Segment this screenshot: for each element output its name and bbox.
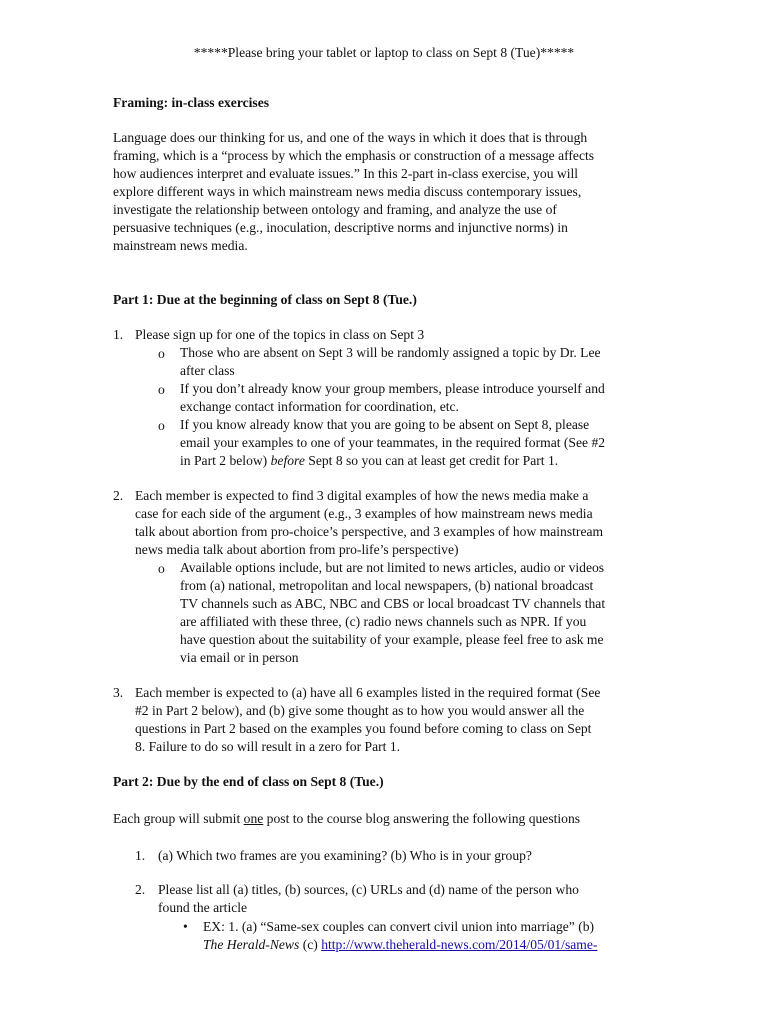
question-text bbox=[158, 881, 658, 917]
intro-line: explore different ways in which mainstream news media discuss contemporary issues, bbox=[113, 184, 582, 199]
list-item-line: 8. Failure to do so will result in a zero for Part 1. bbox=[135, 739, 401, 754]
sub-item-line: Those who are absent on Sept 3 will be randomly assigned a topic by Dr. Lee bbox=[180, 345, 601, 360]
framing-heading: Framing: in-class exercises bbox=[113, 95, 270, 110]
intro-line: framing, which is a “process by which the emphasis or construction of a message affects bbox=[113, 148, 595, 163]
list-item-line: questions in Part 2 based on the examples you found before coming to class on Sept bbox=[135, 721, 592, 736]
sub-item bbox=[180, 559, 660, 667]
list-item-line: Each member is expected to find 3 digital examples of how the news media make a bbox=[135, 488, 589, 503]
question-line: Please list all (a) titles, (b) sources, (c) URLs and (d) name of the person who bbox=[158, 882, 579, 897]
list-number: 2. bbox=[113, 488, 124, 503]
example-line: The Herald-News (c) http://www.theherald-news.com/2014/05/01/same- bbox=[203, 937, 598, 952]
sub-bullet: o bbox=[158, 382, 165, 397]
list-item-text bbox=[135, 487, 655, 559]
list-item-line: news media talk about abortion from pro-life’s perspective) bbox=[135, 542, 459, 557]
example-source: The Herald-News bbox=[203, 937, 300, 952]
sub-bullet: o bbox=[158, 346, 165, 361]
sub-bullet: o bbox=[158, 418, 165, 433]
sub-item-line: Available options include, but are not limited to news articles, audio or videos bbox=[180, 560, 605, 575]
part1-heading: Part 1: Due at the beginning of class on Sept 8 (Tue.) bbox=[113, 292, 417, 307]
sub-item-line: via email or in person bbox=[180, 650, 299, 665]
list-item-line: case for each side of the argument (e.g., 3 examples of how mainstream news media bbox=[135, 506, 593, 521]
sub-item-line: in Part 2 below) before Sept 8 so you can at least get credit for Part 1. bbox=[180, 453, 559, 468]
sub-item-line: email your examples to one of your teammates, in the required format (See #2 bbox=[180, 435, 606, 450]
sub-item-line: are affiliated with these three, (c) radio news channels such as NPR. If you bbox=[180, 614, 587, 629]
sub-item-line: after class bbox=[180, 363, 235, 378]
part2-intro: Each group will submit one post to the course blog answering the following questions bbox=[113, 811, 581, 826]
part2-heading: Part 2: Due by the end of class on Sept 8 (Tue.) bbox=[113, 774, 384, 789]
sub-item bbox=[180, 380, 660, 416]
sub-item-line: If you don’t already know your group members, please introduce yourself and bbox=[180, 381, 605, 396]
banner-notice: *****Please bring your tablet or laptop to class on Sept 8 (Tue)***** bbox=[193, 45, 575, 60]
sub-item-line: have question about the suitability of your example, please feel free to ask me bbox=[180, 632, 604, 647]
sub-item-line: exchange contact information for coordination, etc. bbox=[180, 399, 459, 414]
sub-item bbox=[180, 416, 660, 470]
list-number: 1. bbox=[135, 848, 146, 863]
sub-item-line: from (a) national, metropolitan and local newspapers, (b) national broadcast bbox=[180, 578, 594, 593]
intro-paragraph bbox=[113, 129, 653, 255]
question-text: (a) Which two frames are you examining? (b) Who is in your group? bbox=[158, 848, 532, 863]
example-url-link[interactable]: http://www.theherald-news.com/2014/05/01/same- bbox=[321, 937, 598, 952]
list-item-line: talk about abortion from pro-choice’s perspective, and 3 examples of how mainstream bbox=[135, 524, 604, 539]
sub-bullet: o bbox=[158, 561, 165, 576]
list-number: 2. bbox=[135, 882, 146, 897]
emphasis-before: before bbox=[270, 453, 305, 468]
bullet-dot: • bbox=[183, 919, 188, 934]
list-number: 3. bbox=[113, 685, 124, 700]
emphasis-one: one bbox=[243, 811, 264, 826]
question-line: found the article bbox=[158, 900, 248, 915]
example-entry bbox=[203, 918, 663, 954]
intro-line: persuasive techniques (e.g., inoculation, descriptive norms and injunctive norms) in bbox=[113, 220, 568, 235]
list-item-text bbox=[135, 684, 655, 756]
example-line: EX: 1. (a) “Same-sex couples can convert civil union into marriage” (b) bbox=[203, 919, 595, 934]
intro-line: mainstream news media. bbox=[113, 238, 248, 253]
list-item-line: Each member is expected to (a) have all 6 examples listed in the required format (See bbox=[135, 685, 601, 700]
list-number: 1. bbox=[113, 327, 124, 342]
intro-line: investigate the relationship between ontology and framing, and analyze the use of bbox=[113, 202, 557, 217]
list-item-text: Please sign up for one of the topics in class on Sept 3 bbox=[135, 327, 425, 342]
sub-item bbox=[180, 344, 660, 380]
sub-item-line: TV channels such as ABC, NBC and CBS or local broadcast TV channels that bbox=[180, 596, 606, 611]
intro-line: how audiences interpret and evaluate issues.” In this 2-part in-class exercise, you will bbox=[113, 166, 579, 181]
list-item-line: #2 in Part 2 below), and (b) give some thought as to how you would answer all the bbox=[135, 703, 585, 718]
sub-item-line: If you know already know that you are going to be absent on Sept 8, please bbox=[180, 417, 590, 432]
intro-line: Language does our thinking for us, and one of the ways in which it does that is through bbox=[113, 130, 588, 145]
